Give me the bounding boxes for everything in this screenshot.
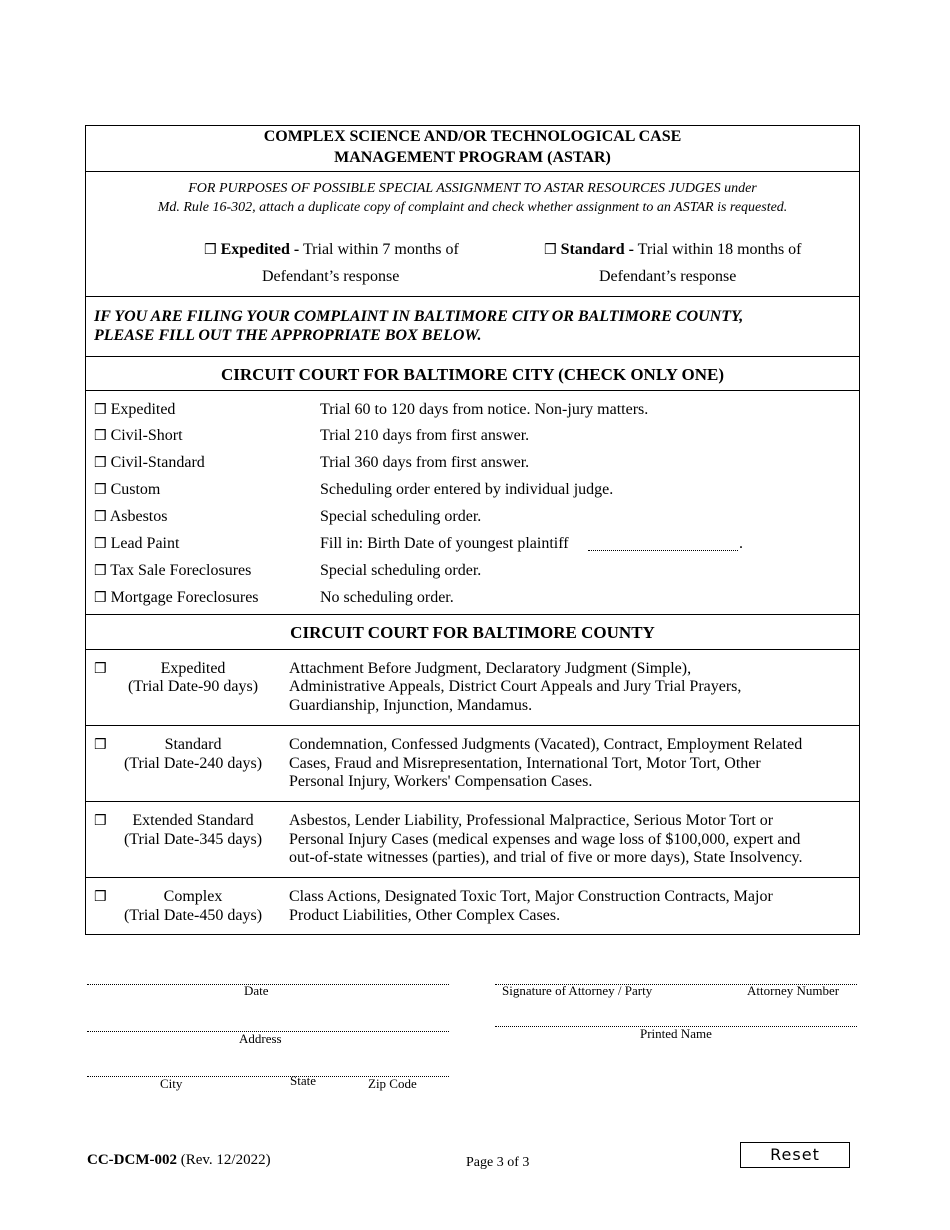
county-desc: Administrative Appeals, District Court Appeals and Jury Trial Prayers, bbox=[289, 678, 742, 695]
attorney-number-label: Attorney Number bbox=[747, 983, 840, 998]
county-checkbox-standard[interactable] bbox=[94, 736, 107, 754]
reset-button[interactable]: Reset bbox=[740, 1142, 850, 1168]
astar-standard-text: Trial within 18 months of bbox=[637, 241, 802, 258]
astar-expedited-label: Expedited - bbox=[220, 241, 300, 258]
checkbox-icon[interactable]: ❒ bbox=[544, 242, 557, 258]
city-row-desc: Trial 60 to 120 days from notice. Non-jury matters. bbox=[320, 401, 649, 418]
city-header: CIRCUIT COURT FOR BALTIMORE CITY (CHECK ONLY ONE) bbox=[220, 365, 725, 384]
astar-expedited-option[interactable] bbox=[204, 241, 459, 259]
divider bbox=[86, 356, 859, 357]
county-desc: Guardianship, Injunction, Mandamus. bbox=[289, 697, 533, 714]
form-frame bbox=[85, 125, 860, 935]
county-desc: Product Liabilities, Other Complex Cases. bbox=[289, 907, 561, 924]
divider bbox=[86, 801, 859, 802]
checkbox-icon[interactable]: ❒ bbox=[94, 482, 107, 498]
notice-line1: IF YOU ARE FILING YOUR COMPLAINT IN BALTIMORE CITY OR BALTIMORE COUNTY, bbox=[94, 308, 744, 325]
astar-note-line1: FOR PURPOSES OF POSSIBLE SPECIAL ASSIGNMENT TO ASTAR RESOURCES JUDGES under bbox=[188, 181, 757, 196]
form-id bbox=[87, 1152, 271, 1169]
checkbox-icon[interactable]: ❒ bbox=[94, 455, 107, 471]
city-row-asbestos[interactable]: ❒ Asbestos bbox=[94, 508, 168, 525]
checkbox-icon[interactable]: ❒ bbox=[94, 509, 107, 525]
checkbox-icon[interactable]: ❒ bbox=[94, 563, 107, 579]
page-number: Page 3 of 3 bbox=[466, 1155, 530, 1170]
checkbox-icon[interactable]: ❒ bbox=[94, 590, 107, 606]
divider bbox=[86, 725, 859, 726]
notice-line2: PLEASE FILL OUT THE APPROPRIATE BOX BELOW. bbox=[94, 327, 482, 344]
state-label: State bbox=[290, 1073, 316, 1088]
city-row-mortgage[interactable]: ❒ Mortgage Foreclosures bbox=[94, 589, 259, 606]
city-row-desc: No scheduling order. bbox=[320, 589, 454, 606]
city-row-desc: Trial 360 days from first answer. bbox=[320, 454, 530, 471]
county-desc: Cases, Fraud and Misrepresentation, International Tort, Motor Tort, Other bbox=[289, 755, 761, 772]
astar-standard-option[interactable] bbox=[544, 241, 802, 259]
county-sub: (Trial Date-90 days) bbox=[127, 678, 259, 695]
city-label: City bbox=[160, 1076, 183, 1091]
birth-date-field[interactable] bbox=[588, 550, 738, 551]
city-row-desc: Special scheduling order. bbox=[320, 508, 482, 525]
county-label: Extended Standard bbox=[132, 812, 254, 829]
divider bbox=[86, 296, 859, 297]
county-checkbox-complex[interactable] bbox=[94, 888, 107, 906]
checkbox-icon[interactable]: ❒ bbox=[94, 813, 107, 829]
city-row-civil-short[interactable]: ❒ Civil-Short bbox=[94, 427, 183, 444]
date-label: Date bbox=[244, 983, 269, 998]
checkbox-icon[interactable]: ❒ bbox=[94, 889, 107, 905]
city-row-lead-paint[interactable]: ❒ Lead Paint bbox=[94, 535, 180, 552]
checkbox-icon[interactable]: ❒ bbox=[94, 428, 107, 444]
city-row-desc: Scheduling order entered by individual judge. bbox=[320, 481, 614, 498]
printed-name-label: Printed Name bbox=[640, 1026, 712, 1041]
astar-expedited-text2: Defendant’s response bbox=[262, 268, 400, 285]
county-desc: out-of-state witnesses (parties), and trial of five or more days), State Insolvency. bbox=[289, 849, 803, 866]
county-label: Expedited bbox=[160, 660, 226, 677]
astar-standard-text2: Defendant’s response bbox=[599, 268, 737, 285]
checkbox-icon[interactable]: ❒ bbox=[204, 242, 217, 258]
city-row-desc: Trial 210 days from first answer. bbox=[320, 427, 530, 444]
astar-note-line2: Md. Rule 16-302, attach a duplicate copy of complaint and check whether assignment to an ASTAR is requested. bbox=[157, 200, 788, 215]
divider bbox=[86, 171, 859, 172]
county-desc: Asbestos, Lender Liability, Professional Malpractice, Serious Motor Tort or bbox=[289, 812, 774, 829]
county-sub: (Trial Date-240 days) bbox=[123, 755, 263, 772]
astar-title-line1: COMPLEX SCIENCE AND/OR TECHNOLOGICAL CASE bbox=[263, 128, 682, 145]
form-rev: (Rev. 12/2022) bbox=[180, 1152, 271, 1168]
county-label: Complex bbox=[163, 888, 223, 905]
period: . bbox=[739, 535, 743, 552]
county-desc: Personal Injury, Workers' Compensation Cases. bbox=[289, 773, 593, 790]
city-row-expedited[interactable]: ❒ Expedited bbox=[94, 401, 176, 418]
county-checkbox-extended-standard[interactable] bbox=[94, 812, 107, 830]
county-desc: Class Actions, Designated Toxic Tort, Major Construction Contracts, Major bbox=[289, 888, 773, 905]
county-header: CIRCUIT COURT FOR BALTIMORE COUNTY bbox=[290, 623, 655, 642]
checkbox-icon[interactable]: ❒ bbox=[94, 402, 107, 418]
county-sub: (Trial Date-345 days) bbox=[123, 831, 263, 848]
divider bbox=[86, 390, 859, 391]
zip-label: Zip Code bbox=[368, 1076, 417, 1091]
divider bbox=[86, 649, 859, 650]
divider bbox=[86, 614, 859, 615]
city-row-desc: Fill in: Birth Date of youngest plaintiff bbox=[320, 535, 569, 552]
address-label: Address bbox=[239, 1031, 282, 1046]
divider bbox=[86, 877, 859, 878]
county-desc: Personal Injury Cases (medical expenses and wage loss of $100,000, expert and bbox=[289, 831, 801, 848]
city-row-tax-sale[interactable]: ❒ Tax Sale Foreclosures bbox=[94, 562, 252, 579]
astar-title-line2: MANAGEMENT PROGRAM (ASTAR) bbox=[334, 149, 611, 166]
county-label: Standard bbox=[164, 736, 222, 753]
checkbox-icon[interactable]: ❒ bbox=[94, 536, 107, 552]
county-desc: Condemnation, Confessed Judgments (Vacated), Contract, Employment Related bbox=[289, 736, 803, 753]
checkbox-icon[interactable]: ❒ bbox=[94, 661, 107, 677]
signature-label: Signature of Attorney / Party bbox=[502, 983, 653, 998]
city-row-desc: Special scheduling order. bbox=[320, 562, 482, 579]
form-id-code: CC-DCM-002 bbox=[87, 1152, 177, 1168]
county-sub: (Trial Date-450 days) bbox=[123, 907, 263, 924]
city-row-custom[interactable]: ❒ Custom bbox=[94, 481, 161, 498]
checkbox-icon[interactable]: ❒ bbox=[94, 737, 107, 753]
county-checkbox-expedited[interactable] bbox=[94, 660, 107, 678]
astar-standard-label: Standard - bbox=[560, 241, 634, 258]
astar-expedited-text: Trial within 7 months of bbox=[302, 241, 459, 258]
county-desc: Attachment Before Judgment, Declaratory Judgment (Simple), bbox=[289, 660, 692, 677]
city-row-civil-standard[interactable]: ❒ Civil-Standard bbox=[94, 454, 205, 471]
